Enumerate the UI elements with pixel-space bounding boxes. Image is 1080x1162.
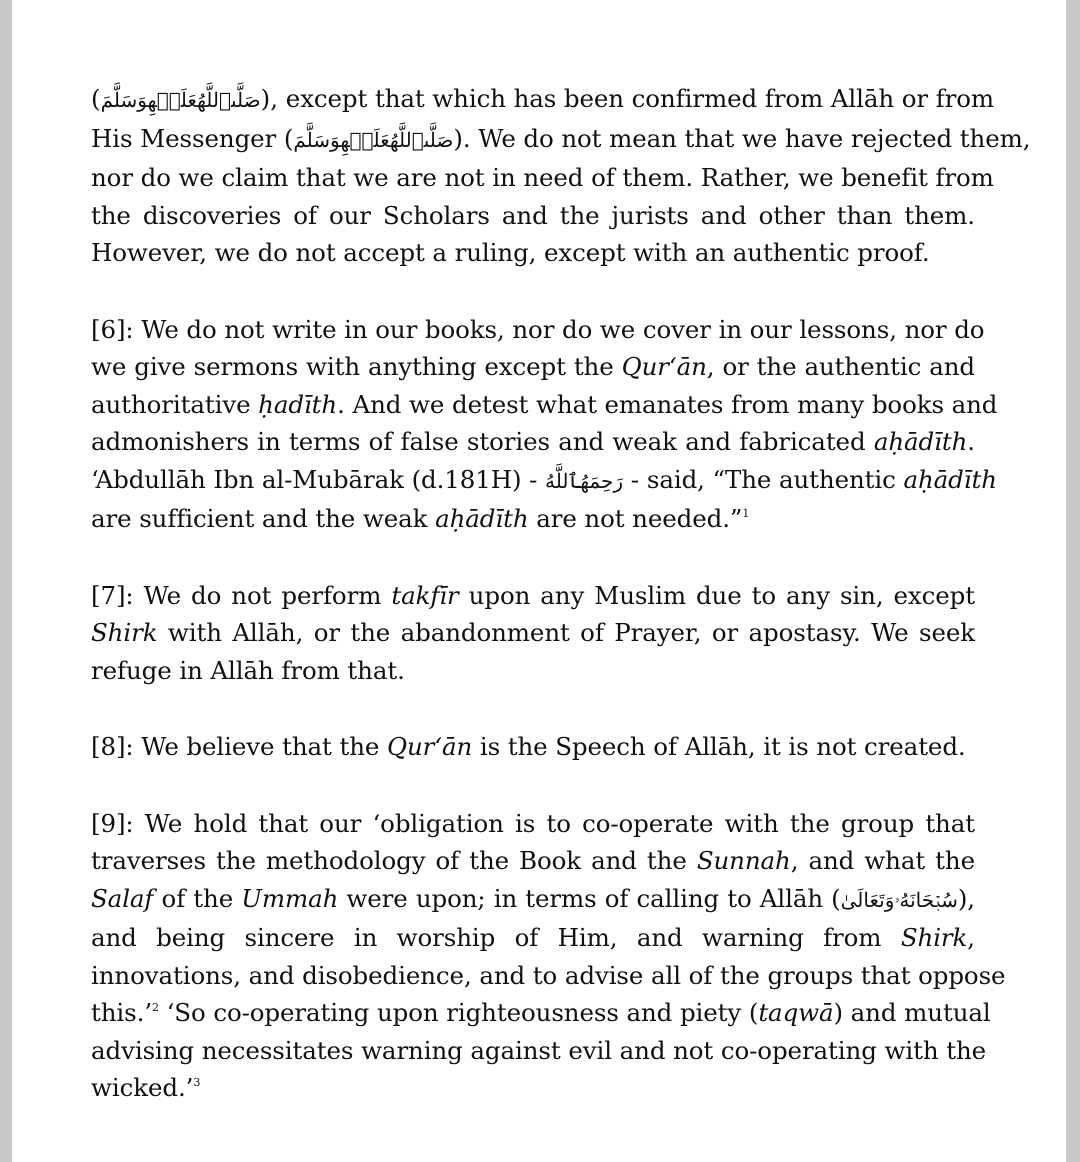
point-number: [6] xyxy=(91,314,126,344)
arabic-salawat: صَلَّىٱللَّهُعَلَيۡهِوَسَلَّمَ xyxy=(293,127,454,152)
text-line xyxy=(91,994,991,1032)
italic-term: ḥadīth xyxy=(258,389,338,419)
text-line xyxy=(91,1069,975,1107)
italic-term: Salaf xyxy=(91,883,154,913)
text-span: ‘So co-operating upon righteousness and piety ( xyxy=(158,998,759,1027)
paragraph-7 xyxy=(91,577,975,690)
text-line: nor do we claim that we are not in need of them. Rather, we benefit from xyxy=(91,163,994,192)
text-span: , xyxy=(967,923,975,952)
text-span: : We do not write in our books, nor do we cover in our lessons, nor do xyxy=(125,314,985,344)
italic-term: taqwā xyxy=(758,998,834,1027)
italic-term: Shirk xyxy=(900,923,968,952)
text-span: ). We do not mean that we have rejected them, xyxy=(453,123,1031,153)
text-span: ), xyxy=(957,883,975,913)
arabic-salawat: صَلَّىٱللَّهُعَلَيۡهِوَسَلَّمَ xyxy=(100,88,261,112)
point-number: [9] xyxy=(91,808,126,838)
arabic-subhanahu: سُبۡحَانَهُۥوَتَعَالَىٰ xyxy=(840,887,958,912)
text-line xyxy=(91,919,975,957)
text-span: of the xyxy=(153,883,242,913)
text-line: refuge in Allāh from that. xyxy=(91,655,405,685)
text-span: wicked.’ xyxy=(91,1073,194,1102)
text-line xyxy=(91,348,975,386)
text-line xyxy=(91,614,975,652)
text-line xyxy=(91,805,975,843)
text-line: innovations, and disobedience, and to advise all of the groups that oppose xyxy=(91,960,1006,990)
text-span: His Messenger ( xyxy=(91,123,294,153)
text-span: . And we detest what emanates from many books and xyxy=(337,389,998,419)
italic-term: Qur‘ān xyxy=(386,732,473,761)
page-content xyxy=(91,80,1031,1146)
text-line xyxy=(91,728,975,766)
text-span: admonishers in terms of false stories and weak and fabricated xyxy=(91,427,874,456)
point-number: [8] xyxy=(91,732,126,761)
text-span: : We believe that the xyxy=(125,732,387,761)
italic-term: aḥādīth xyxy=(903,464,997,494)
text-span: are sufficient and the weak xyxy=(91,504,436,533)
point-number: [7] xyxy=(91,580,126,610)
text-span: , and what the xyxy=(790,846,975,875)
italic-term: Shirk xyxy=(91,618,158,647)
text-span: ), except that which has been confirmed from Allāh or from xyxy=(260,84,995,113)
text-line: However, we do not accept a ruling, except with an authentic proof. xyxy=(91,238,930,267)
text-span: ‘Abdullāh Ibn al-Mubārak (d.181H) - xyxy=(91,464,546,494)
paragraph-8 xyxy=(91,728,975,766)
italic-term: Qur‘ān xyxy=(621,352,707,381)
text-span: : We hold that our ‘obligation is to co-operate with the group that xyxy=(125,808,975,838)
footnote-ref: 3 xyxy=(193,1076,201,1089)
footnote-ref: 2 xyxy=(152,1001,159,1014)
text-span: upon any Muslim due to any sin, except xyxy=(458,580,975,610)
text-line xyxy=(91,80,995,120)
document-page xyxy=(12,0,1066,1162)
italic-term: Sunnah xyxy=(696,846,791,875)
text-span: ( xyxy=(91,84,101,113)
text-span: we give sermons with anything except the xyxy=(91,352,622,381)
text-span: were upon; in terms of calling to Allāh ( xyxy=(338,883,841,913)
italic-term: takfīr xyxy=(391,580,459,610)
text-line xyxy=(91,500,975,538)
text-span: with Allāh, or the abandonment of Prayer, or apostasy. We seek xyxy=(157,618,975,647)
arabic-rahimahullah: رَحِمَهُٱللَّهُ xyxy=(545,468,624,493)
text-span: ) and mutual xyxy=(833,998,991,1027)
text-span: traverses the methodology of the Book and the xyxy=(91,846,697,875)
italic-term: Ummah xyxy=(241,883,339,913)
text-line: advising necessitates warning against evil and not co-operating with the xyxy=(91,1035,987,1065)
paragraph-9 xyxy=(91,805,1006,1107)
text-line: the discoveries of our Scholars and the jurists and other than them. xyxy=(91,200,975,230)
text-line xyxy=(91,842,975,880)
text-line xyxy=(91,423,975,461)
text-line xyxy=(91,120,1031,160)
text-line xyxy=(91,386,998,424)
italic-term: aḥādīth xyxy=(435,504,529,533)
text-span: and being sincere in worship of Him, and warning from xyxy=(91,923,901,952)
text-span: - said, “The authentic xyxy=(623,464,904,494)
text-span: are not needed.” xyxy=(528,504,743,533)
text-line xyxy=(91,880,975,920)
text-span: : We do not perform xyxy=(125,580,392,610)
text-span: this.’ xyxy=(91,998,153,1027)
text-span: , or the authentic and xyxy=(706,352,975,381)
text-span: . xyxy=(967,427,975,456)
text-span: is the Speech of Allāh, it is not created. xyxy=(472,732,966,761)
text-line xyxy=(91,577,975,615)
italic-term: aḥādīth xyxy=(873,427,968,456)
text-span: authoritative xyxy=(91,389,259,419)
text-line xyxy=(91,311,985,349)
paragraph-continuation xyxy=(91,80,1031,272)
text-line xyxy=(91,461,997,501)
paragraph-6 xyxy=(91,311,998,538)
footnote-ref: 1 xyxy=(742,507,750,520)
